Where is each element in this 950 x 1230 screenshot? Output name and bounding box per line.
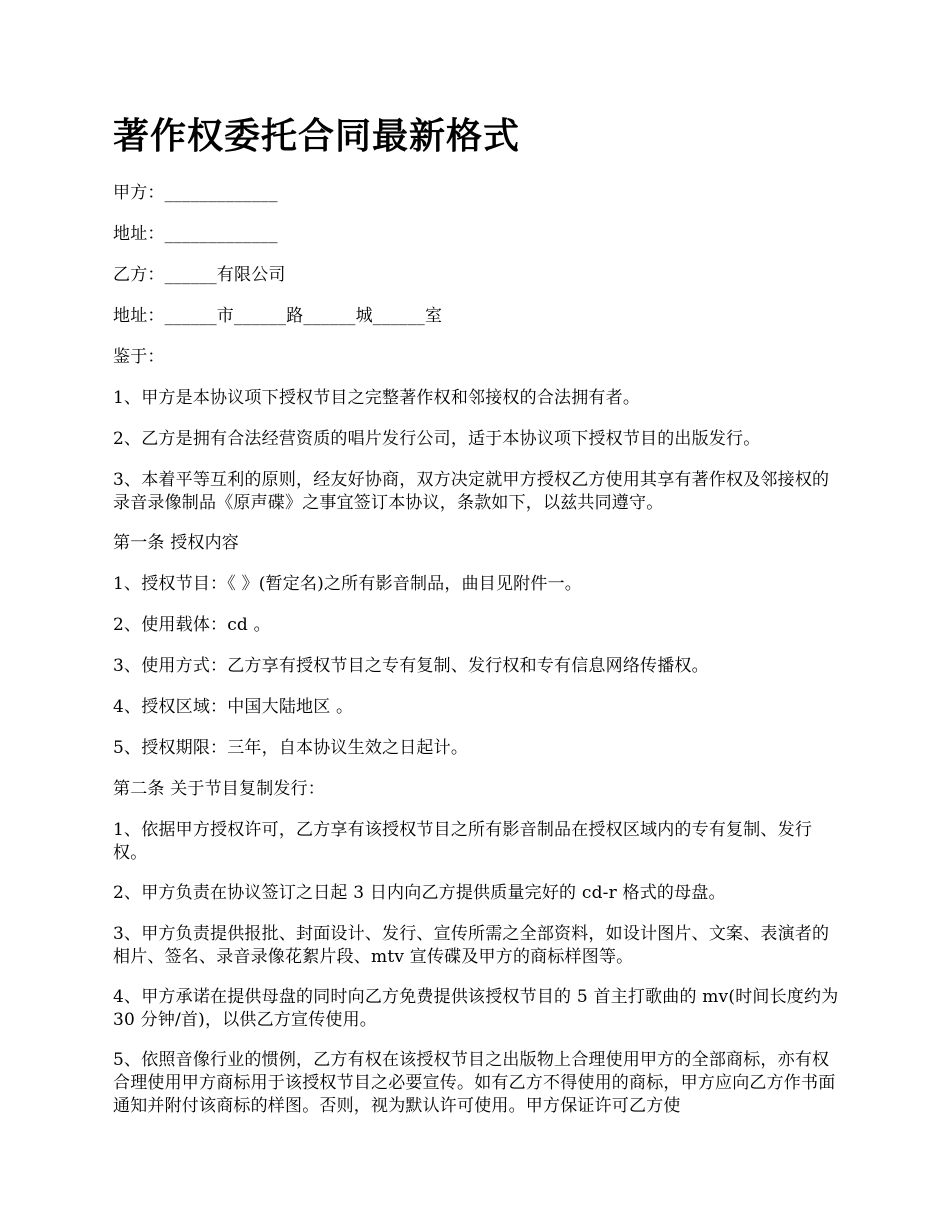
article-2-item: 4、甲方承诺在提供母盘的同时向乙方免费提供该授权节目的 5 首主打歌曲的 mv(时间长度约为 30 分钟/首)，以供乙方宣传使用。 <box>113 987 839 1030</box>
article-2-heading: 第二条 关于节目复制发行： <box>113 779 326 799</box>
article-2-item: 1、依据甲方授权许可，乙方享有该授权节目之所有影音制品在授权区域内的专有复制、发行权。 <box>113 820 813 863</box>
article-2-item: 5、依照音像行业的惯例，乙方有权在该授权节目之出版物上合理使用甲方的全部商标，亦有权合理使用甲方商标用于该授权节目之必要宣传。如有乙方不得使用的商标，甲方应向乙方作书面通知并附付该商标的样图。否则，视为默认许可使用。甲方保证许可乙方使 <box>113 1050 836 1116</box>
party-b-address-line: 地址：______市______路______城______室 <box>113 306 443 326</box>
recital-item: 3、本着平等互利的原则，经友好协商，双方决定就甲方授权乙方使用其享有著作权及邻接权的录音录像制品《原声碟》之事宜签订本协议，条款如下，以兹共同遵守。 <box>113 470 830 513</box>
document-title: 著作权委托合同最新格式 <box>113 115 521 157</box>
article-1-heading: 第一条 授权内容 <box>113 533 240 553</box>
recital-item: 2、乙方是拥有合法经营资质的唱片发行公司，适于本协议项下授权节目的出版发行。 <box>113 429 761 449</box>
article-1-item: 3、使用方式：乙方享有授权节目之专有复制、发行权和专有信息网络传播权。 <box>113 656 709 676</box>
article-2-item: 3、甲方负责提供报批、封面设计、发行、宣传所需之全部资料，如设计图片、文案、表演者的相片、签名、录音录像花絮片段、mtv 宣传碟及甲方的商标样图等。 <box>113 924 830 967</box>
article-1-item: 5、授权期限：三年，自本协议生效之日起计。 <box>113 738 469 758</box>
whereas-heading: 鉴于： <box>113 347 165 367</box>
article-1-item: 1、授权节目：《 》(暂定名)之所有影音制品，曲目见附件一。 <box>113 574 582 594</box>
article-1-item: 2、使用载体：cd 。 <box>113 615 271 635</box>
party-b-line: 乙方：______有限公司 <box>113 265 286 285</box>
recital-item: 1、甲方是本协议项下授权节目之完整著作权和邻接权的合法拥有者。 <box>113 388 641 408</box>
party-a-address-line: 地址：_____________ <box>113 224 278 244</box>
article-2-item: 2、甲方负责在协议签订之日起 3 日内向乙方提供质量完好的 cd-r 格式的母盘。 <box>113 883 726 903</box>
party-a-line: 甲方：_____________ <box>113 183 278 203</box>
article-1-item: 4、授权区域：中国大陆地区 。 <box>113 697 354 717</box>
